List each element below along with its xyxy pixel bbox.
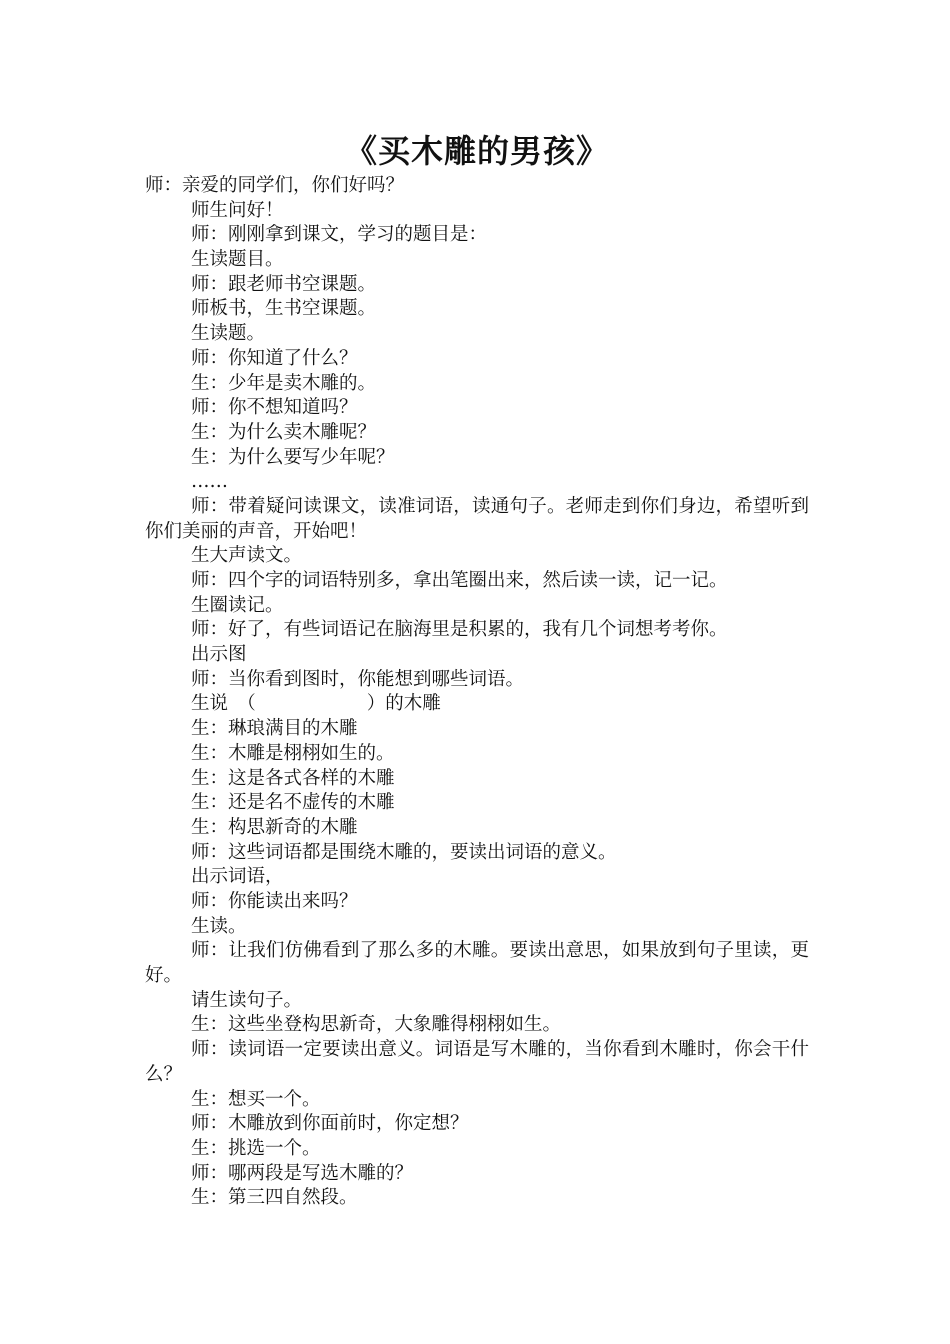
text-line: 师：这些词语都是围绕木雕的，要读出词语的意义。	[191, 841, 617, 863]
text-line: 师：当你看到图时，你能想到哪些词语。	[191, 668, 525, 690]
fill-in-blank-line: 生说 （ ）的木雕	[191, 693, 441, 715]
text-line: 出示图	[191, 644, 247, 666]
text-line: 师：你知道了什么？	[191, 347, 358, 369]
text-line: 生：为什么要写少年呢？	[191, 446, 395, 468]
text-line: 生读。	[191, 915, 247, 937]
text-line: 生读题目。	[191, 249, 284, 271]
ellipsis-line: ……	[191, 471, 228, 493]
text-line: 师：哪两段是写选木雕的？	[191, 1162, 414, 1184]
text-line: 生：这些坐登构思新奇，大象雕得栩栩如生。	[191, 1014, 562, 1036]
text-line: 生：少年是卖木雕的。	[191, 372, 377, 394]
text-line: 师：跟老师书空课题。	[191, 273, 377, 295]
text-line: 生：构思新奇的木雕	[191, 816, 358, 838]
text-line: 出示词语，	[191, 866, 284, 888]
text-line: 生读题。	[191, 323, 266, 345]
text-line: 生大声读文。	[191, 545, 303, 567]
text-line: 师：好了，有些词语记在脑海里是积累的，我有几个词想考考你。	[191, 619, 728, 641]
text-line: 生圈读记。	[191, 594, 284, 616]
text-line: 师：你能读出来吗？	[191, 890, 358, 912]
text-paragraph: 师：带着疑问读课文，读准词语，读通句子。老师走到你们身边，希望听到你们美丽的声音，开始吧！	[145, 495, 809, 542]
text-line: 生：琳琅满目的木雕	[191, 718, 358, 740]
text-line: 师板书，生书空课题。	[191, 298, 377, 320]
text-line: 师生问好！	[191, 199, 284, 221]
text-line: 生：挑选一个。	[191, 1137, 321, 1159]
text-line: 师：木雕放到你面前时，你定想？	[191, 1113, 469, 1135]
text-line: 生：还是名不虚传的木雕	[191, 792, 395, 814]
text-line: 生：木雕是栩栩如生的。	[191, 742, 395, 764]
document-title: 《买木雕的男孩》	[344, 132, 609, 170]
text-paragraph: 师：读词语一定要读出意义。词语是写木雕的，当你看到木雕时，你会干什么？	[145, 1039, 809, 1085]
text-line: 生：想买一个。	[191, 1088, 321, 1110]
text-line: 师：亲爱的同学们，你们好吗？	[145, 175, 405, 196]
text-line: 师：你不想知道吗？	[191, 397, 358, 419]
text-line: 师：刚刚拿到课文，学习的题目是：	[191, 224, 488, 246]
text-line: 生：这是各式各样的木雕	[191, 767, 395, 789]
text-line: 生：第三四自然段。	[191, 1187, 358, 1209]
document-page	[145, 128, 809, 1211]
text-paragraph: 师：让我们仿佛看到了那么多的木雕。要读出意思，如果放到句子里读，更好。	[145, 940, 809, 987]
text-line: 生：为什么卖木雕呢？	[191, 421, 377, 443]
text-line: 师：四个字的词语特别多，拿出笔圈出来，然后读一读，记一记。	[191, 570, 728, 592]
text-line: 请生读句子。	[191, 989, 303, 1011]
